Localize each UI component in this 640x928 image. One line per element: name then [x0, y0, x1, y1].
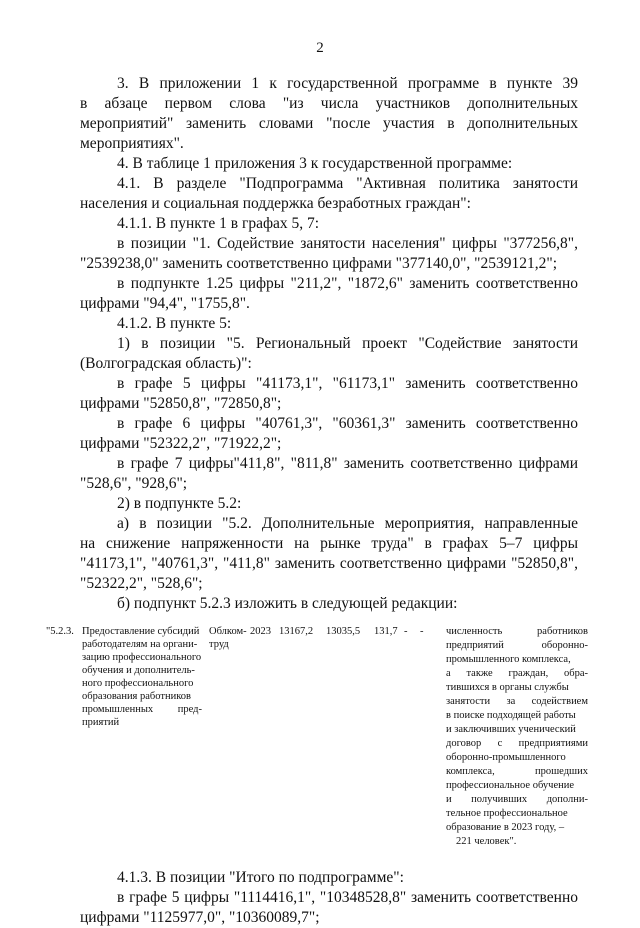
cell-line: предприятий оборонно-	[446, 640, 588, 651]
text-line: на снижение напряженности на рынке труда" в графах 5–7 цифры	[80, 535, 578, 552]
paragraph-item-b: б) подпункт 5.2.3 изложить в следующей редакции:	[117, 595, 458, 612]
text-line: в позиции "1. Содействие занятости населения" цифры "377256,8",	[117, 235, 578, 252]
text-line: в графе 6 цифры "40761,3", "60361,3" заменить соответственно	[117, 415, 578, 432]
text-line: в графе 7 цифры"411,8", "811,8" заменить соответственно цифрами	[117, 455, 578, 472]
text-line: цифрами "52850,8", "72850,8";	[80, 395, 282, 412]
text-line: в подпункте 1.25 цифры "211,2", "1872,6" заменить соответственно	[117, 275, 578, 292]
row-number: "5.2.3.	[46, 626, 74, 637]
paragraph-4-1-3: 4.1.3. В позиции "Итого по подпрограмме":	[117, 869, 404, 886]
text-line: "528,6", "928,6";	[80, 475, 188, 492]
cell-line: Облком-	[209, 626, 247, 637]
cell-line: зацию профессионального	[82, 652, 202, 663]
cell-line: промышленного комплекса,	[446, 654, 571, 665]
row-federal: 131,7	[374, 626, 398, 637]
cell-line: и получивших дополни-	[446, 794, 588, 805]
cell-line: занятости за содействием	[446, 696, 588, 707]
text-line: (Волгоградская область)":	[80, 355, 252, 372]
cell-line: приятий	[82, 717, 120, 728]
text-line: населения и социальная поддержка безработных граждан":	[80, 195, 471, 212]
cell-line: профессиональное обучение	[446, 780, 574, 791]
text-line: 4.1. В разделе "Подпрограмма "Активная политика занятости	[117, 175, 578, 192]
paragraph-4-1-2: 4.1.2. В пункте 5:	[117, 315, 232, 332]
cell-line: ного профессионального	[82, 678, 194, 689]
cell-line: работодателям на органи-	[82, 639, 198, 650]
cell-line: договор с предприятиями	[446, 738, 588, 749]
cell-line: комплекса, прошедших	[446, 766, 588, 777]
text-line: цифрами "52322,2", "71922,2";	[80, 435, 282, 452]
text-line: мероприятий" заменить словами "после участия в дополнительных	[80, 115, 578, 132]
text-line: в абзаце первом слова "из числа участников дополнительных	[80, 95, 578, 112]
cell-line: образование в 2023 году, –	[446, 822, 565, 833]
cell-line: обучения и дополнитель-	[82, 665, 195, 676]
cell-line: оборонно-промышленного	[446, 752, 566, 763]
row-total: 13167,2	[279, 626, 314, 637]
row-dash: -	[404, 626, 408, 637]
text-line: цифрами "94,4", "1755,8".	[80, 295, 250, 312]
cell-line: тельное профессиональное	[446, 808, 568, 819]
text-line: в графе 5 цифры "41173,1", "61173,1" заменить соответственно	[117, 375, 578, 392]
text-line: мероприятиях".	[80, 135, 184, 152]
page-number: 2	[316, 40, 324, 56]
paragraph-item-2: 2) в подпункте 5.2:	[117, 495, 242, 512]
text-line: "52322,2", "528,6";	[80, 575, 203, 592]
cell-line: образования работников	[82, 691, 191, 702]
cell-line: тившихся в органы службы	[446, 682, 569, 693]
cell-line: а также граждан, обра-	[446, 668, 588, 679]
row-dash: -	[420, 626, 424, 637]
text-line: "41173,1", "40761,3", "411,8" заменить соответственно цифрами "52850,8",	[80, 555, 578, 572]
cell-line: труд	[209, 639, 229, 650]
row-year: 2023	[250, 626, 271, 637]
cell-line: в поиске подходящей работы	[446, 710, 576, 721]
cell-line: промышленных пред-	[82, 704, 202, 715]
paragraph-4-1-1: 4.1.1. В пункте 1 в графах 5, 7:	[117, 215, 320, 232]
text-line: 1) в позиции "5. Региональный проект "Содействие занятости	[117, 335, 578, 352]
cell-line: и заключивших ученический	[446, 724, 576, 735]
cell-line: 221 человек".	[456, 836, 517, 847]
text-line: а) в позиции "5.2. Дополнительные мероприятия, направленные	[117, 515, 578, 532]
text-line: 3. В приложении 1 к государственной программе в пункте 39	[117, 75, 578, 92]
text-line: цифрами "1125977,0", "10360089,7";	[80, 909, 320, 926]
text-line: в графе 5 цифры "1114416,1", "10348528,8" заменить соответственно	[117, 889, 578, 906]
cell-line: численность работников	[446, 626, 588, 637]
paragraph-4: 4. В таблице 1 приложения 3 к государственной программе:	[117, 155, 513, 172]
row-regional: 13035,5	[326, 626, 361, 637]
cell-line: Предоставление субсидий	[82, 626, 200, 637]
text-line: "2539238,0" заменить соответственно цифрами "377140,0", "2539121,2";	[80, 255, 558, 272]
